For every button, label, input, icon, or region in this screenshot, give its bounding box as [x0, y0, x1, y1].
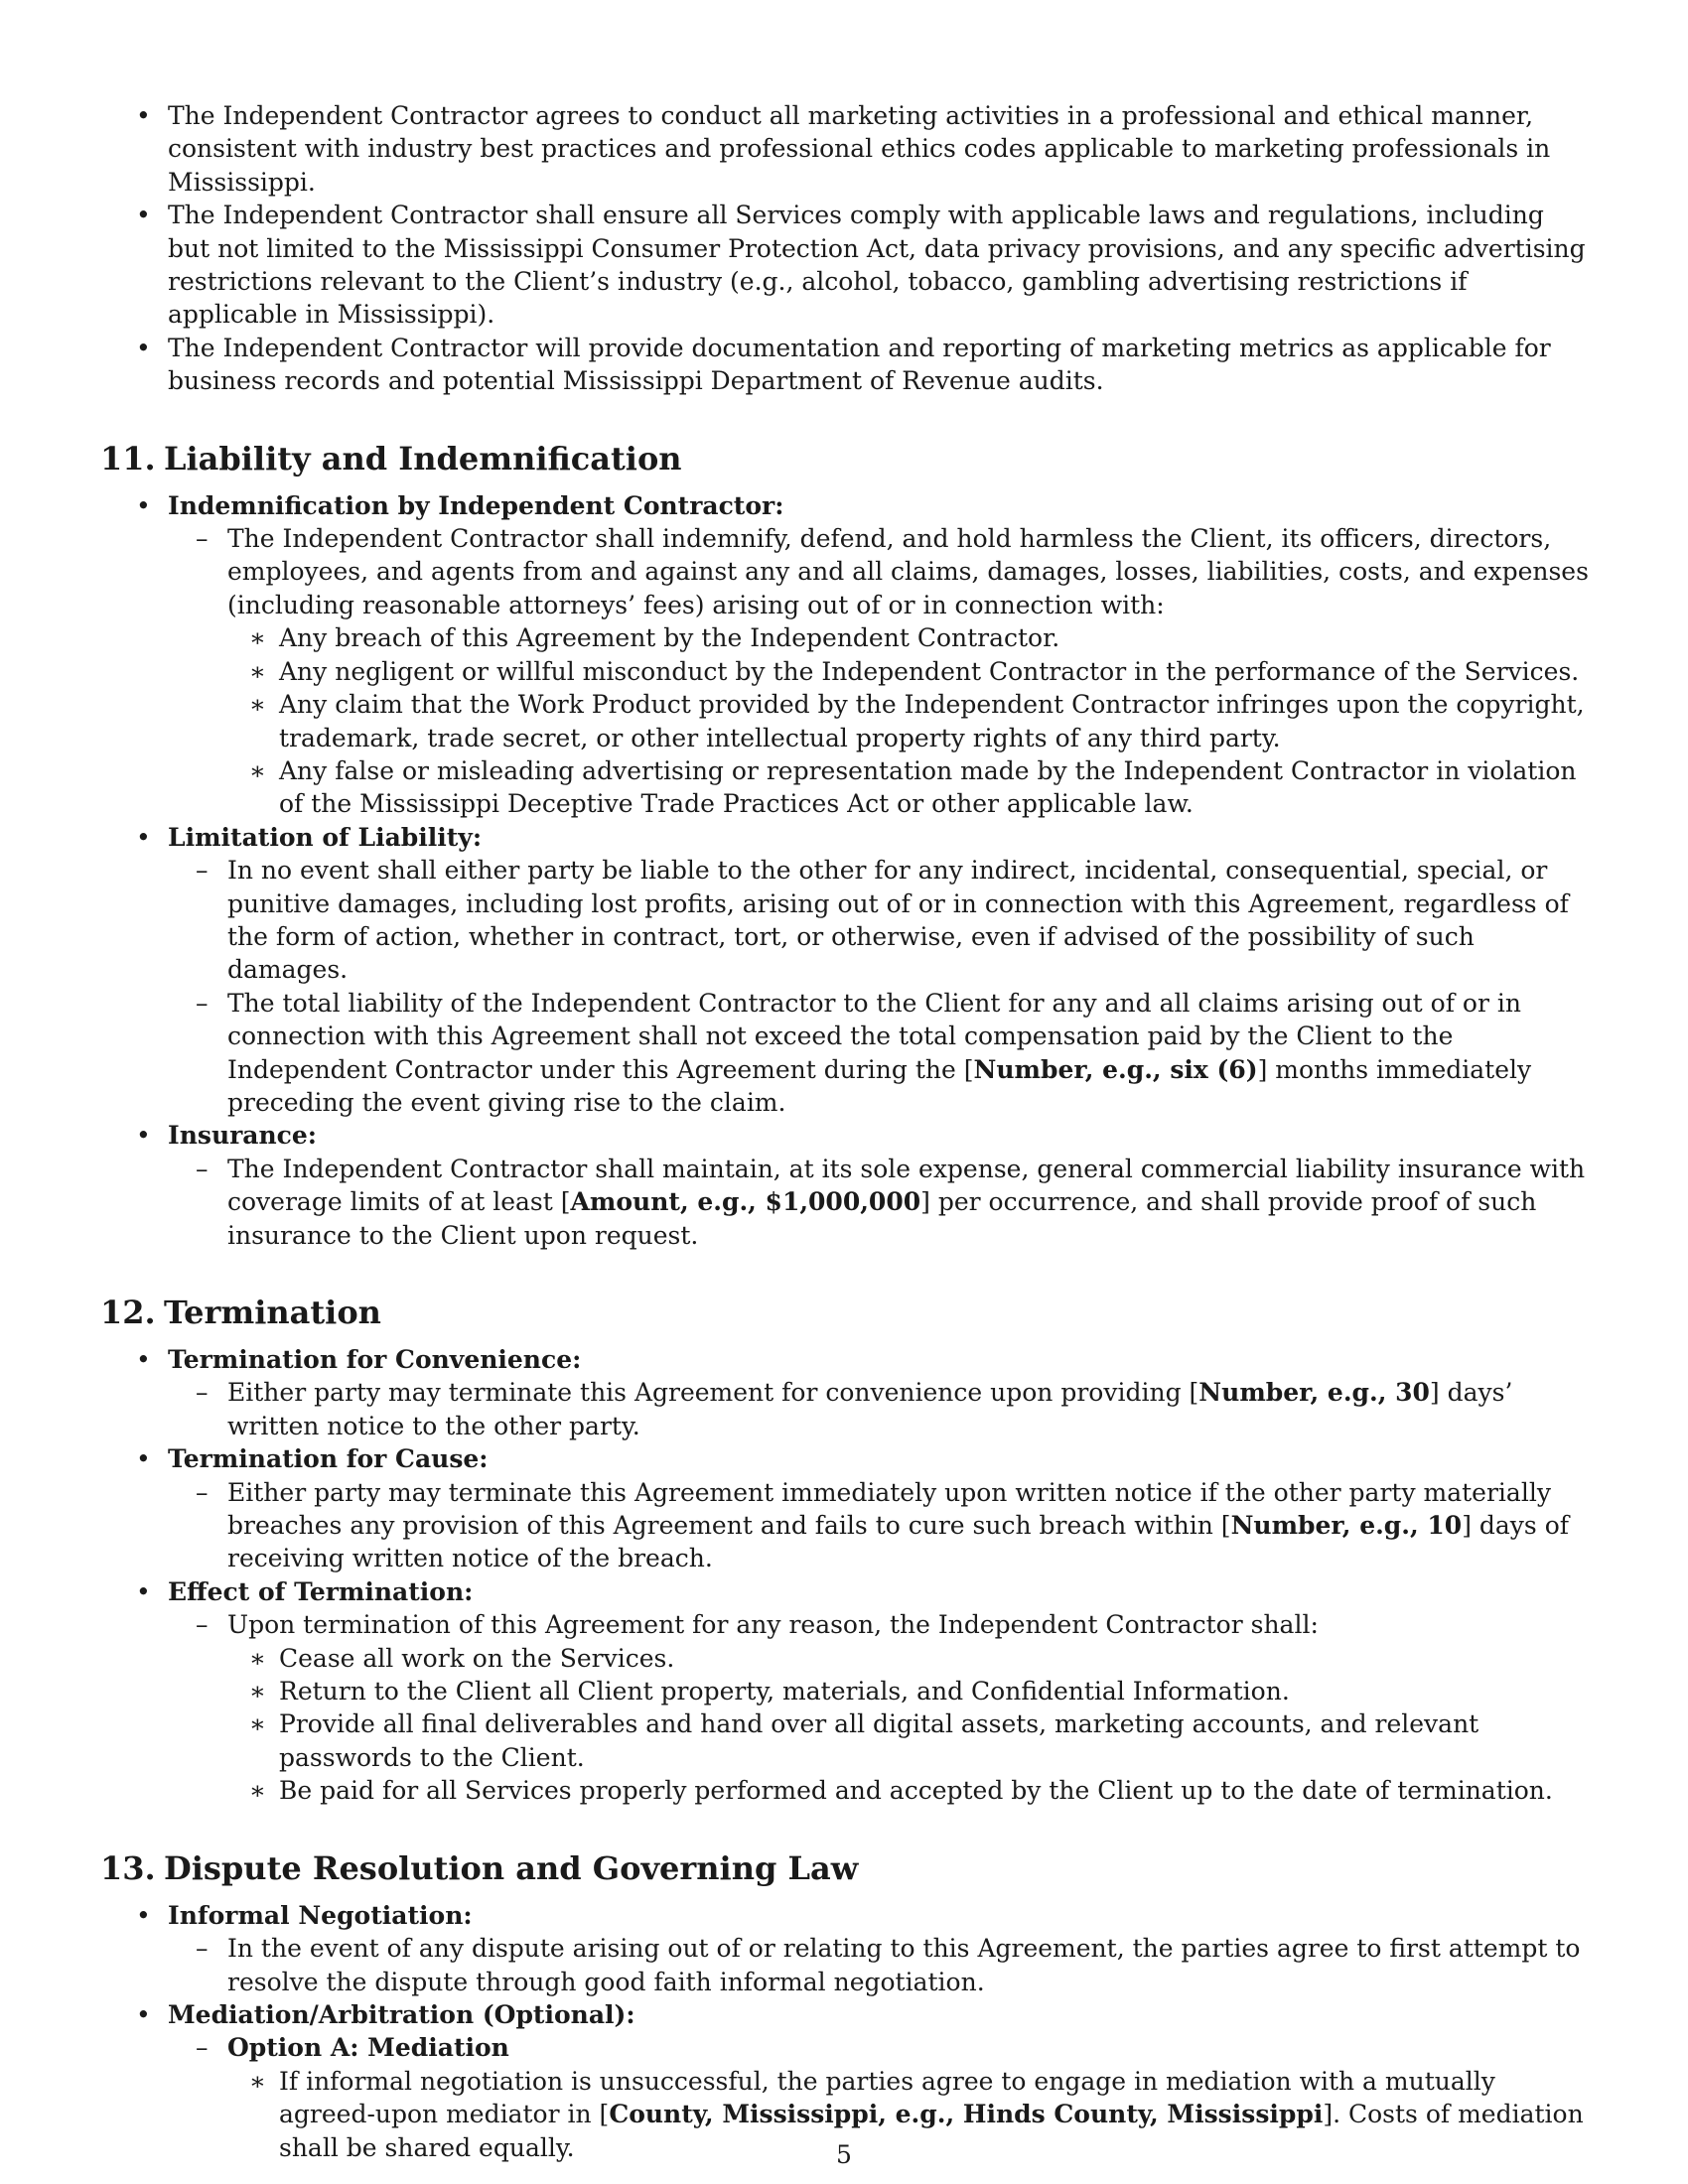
list-item	[100, 655, 1590, 688]
negotiation-label: Informal Negotiation:	[168, 1900, 473, 1930]
intro-bullet-2: The Independent Contractor shall ensure all Services comply with applicable laws and regulations, including but not limited to the Mississippi Consumer Protection Act, data privacy provisions, and any specific advertising restrictions relevant to the Client’s industry (e.g., alcohol, tobacco, gambling advertising restrictions if applicable in Mississippi).	[168, 201, 1586, 330]
section-number: 11.	[100, 439, 156, 478]
indemnification-label: Indemnification by Independent Contractor:	[168, 490, 784, 520]
list-item	[100, 1675, 1590, 1707]
list-item	[100, 199, 1590, 332]
star-marker: ∗	[249, 1643, 266, 1673]
negotiation-text: In the event of any dispute arising out of or relating to this Agreement, the parties agree to first attempt to resolve the dispute through good faith informal negotiation.	[227, 1934, 1581, 1996]
list-item	[100, 754, 1590, 821]
bullet-marker: •	[136, 490, 151, 520]
bullet-marker: •	[136, 1999, 151, 2029]
list-item	[100, 1575, 1590, 1608]
list-item	[100, 1343, 1590, 1376]
list-item	[100, 489, 1590, 522]
dash-marker: –	[196, 1378, 209, 1408]
mediation-label: Mediation/Arbitration (Optional):	[168, 1999, 635, 2029]
list-item	[100, 1774, 1590, 1807]
option-a-text-post: ]. Costs of mediation shall be shared equally.	[279, 2100, 1584, 2162]
section-title: Dispute Resolution and Governing Law	[164, 1848, 859, 1887]
effect-item-4: Be paid for all Services properly performed and accepted by the Client up to the date of termination.	[279, 1776, 1553, 1806]
dash-marker: –	[196, 856, 209, 886]
option-a-text-pre: If informal negotiation is unsuccessful, the parties agree to engage in mediation with a mutually agreed-upon mediator in [	[279, 2066, 1495, 2129]
list-item	[100, 1608, 1590, 1641]
bullet-marker: •	[136, 333, 151, 362]
dash-marker: –	[196, 1934, 209, 1964]
list-item	[100, 854, 1590, 987]
list-item	[100, 1899, 1590, 1932]
dash-marker: –	[196, 988, 209, 1018]
limitation-text-1: In no event shall either party be liable to the other for any indirect, incidental, consequential, special, or punitive damages, including lost profits, arising out of or in connection with this Agreement, regardless of the form of action, whether in contract, tort, or otherwise, even if advised of the possibility of such damages.	[227, 856, 1569, 985]
cause-text-post: ] days of receiving written notice of the breach.	[227, 1511, 1569, 1573]
effect-item-2: Return to the Client all Client property, materials, and Confidential Information.	[279, 1677, 1290, 1706]
bullet-marker: •	[136, 1900, 151, 1930]
indemnification-text: The Independent Contractor shall indemnify, defend, and hold harmless the Client, its officers, directors, employees, and agents from and against any and all claims, damages, losses, liabilities, costs, and expenses (including reasonable attorneys’ fees) arising out of or in connection with:	[227, 524, 1589, 619]
dash-marker: –	[196, 2033, 209, 2063]
dash-marker: –	[196, 1610, 209, 1640]
insurance-text-post: ] per occurrence, and shall provide proof of such insurance to the Client upon request.	[227, 1187, 1537, 1250]
limitation-text-2-pre: The total liability of the Independent Contractor to the Client for any and all claims arising out of or in connection with this Agreement shall not exceed the total compensation paid by the Client to the Independent Contractor under this Agreement during the [	[227, 988, 1521, 1084]
list-item	[100, 688, 1590, 754]
bullet-marker: •	[136, 1444, 151, 1474]
indemnification-item-4: Any false or misleading advertising or representation made by the Independent Contractor in violation of the Mississippi Deceptive Trade Practices Act or other applicable law.	[279, 755, 1577, 819]
list-item	[100, 1707, 1590, 1774]
star-marker: ∗	[249, 2066, 266, 2096]
effect-item-1: Cease all work on the Services.	[279, 1643, 675, 1673]
section-title: Liability and Indemnification	[164, 439, 682, 478]
list-item	[100, 522, 1590, 621]
list-item	[100, 987, 1590, 1120]
dash-marker: –	[196, 524, 209, 554]
list-item	[100, 1376, 1590, 1442]
list-item	[100, 332, 1590, 398]
bullet-marker: •	[136, 201, 151, 230]
list-item	[100, 1476, 1590, 1575]
intro-bullet-3: The Independent Contractor will provide documentation and reporting of marketing metrics as applicable for business records and potential Mississippi Department of Revenue audits.	[168, 333, 1551, 396]
section-number: 12.	[100, 1294, 156, 1331]
bullet-marker: •	[136, 1121, 151, 1151]
cause-label: Termination for Cause:	[168, 1444, 489, 1474]
cause-placeholder: Number, e.g., 10	[1230, 1511, 1463, 1541]
bullet-marker: •	[136, 1345, 151, 1374]
effect-item-3: Provide all final deliverables and hand over all digital assets, marketing accounts, and relevant passwords to the Client.	[279, 1709, 1479, 1772]
star-marker: ∗	[249, 1677, 266, 1706]
convenience-text-post: ] days’ written notice to the other party.	[227, 1378, 1513, 1440]
star-marker: ∗	[249, 1776, 266, 1806]
indemnification-item-1: Any breach of this Agreement by the Independent Contractor.	[279, 623, 1060, 653]
convenience-text-pre: Either party may terminate this Agreement for convenience upon providing [	[227, 1378, 1199, 1408]
indemnification-item-3: Any claim that the Work Product provided by the Independent Contractor infringes upon the copyright, trademark, trade secret, or other intellectual property rights of any third party.	[279, 690, 1585, 752]
page-number: 5	[836, 2140, 852, 2169]
list-item	[100, 99, 1590, 199]
option-a-placeholder: County, Mississippi, e.g., Hinds County, Mississippi	[609, 2100, 1324, 2129]
section-heading-11	[100, 439, 1590, 478]
limitation-placeholder: Number, e.g., six (6)	[973, 1054, 1258, 1084]
bullet-marker: •	[136, 822, 151, 852]
star-marker: ∗	[249, 623, 266, 653]
list-item	[100, 1998, 1590, 2031]
page-content	[100, 99, 1590, 2164]
cause-text-pre: Either party may terminate this Agreement immediately upon written notice if the other party materially breaches any provision of this Agreement and fails to cure such breach within [	[227, 1477, 1551, 1541]
bullet-marker: •	[136, 1576, 151, 1606]
list-item	[100, 1153, 1590, 1252]
list-item	[100, 1119, 1590, 1152]
insurance-placeholder: Amount, e.g., $1,000,000	[570, 1187, 921, 1217]
insurance-label: Insurance:	[168, 1121, 318, 1151]
list-item	[100, 1442, 1590, 1475]
limitation-text-2-post: ] months immediately preceding the event giving rise to the claim.	[227, 1054, 1532, 1117]
convenience-label: Termination for Convenience:	[168, 1345, 582, 1374]
option-a-label: Option A: Mediation	[227, 2033, 509, 2063]
section-title: Termination	[164, 1294, 381, 1331]
intro-bullet-1: The Independent Contractor agrees to conduct all marketing activities in a professional and ethical manner, consistent with industry best practices and professional ethics codes applicable to marketing professionals in Mississippi.	[168, 101, 1551, 197]
insurance-text-pre: The Independent Contractor shall maintain, at its sole expense, general commercial liability insurance with coverage limits of at least [	[227, 1154, 1586, 1217]
section-heading-12	[100, 1293, 1590, 1332]
list-item	[100, 621, 1590, 654]
dash-marker: –	[196, 1477, 209, 1507]
convenience-placeholder: Number, e.g., 30	[1198, 1378, 1430, 1408]
star-marker: ∗	[249, 1709, 266, 1739]
list-item	[100, 1642, 1590, 1675]
star-marker: ∗	[249, 755, 266, 785]
limitation-label: Limitation of Liability:	[168, 822, 483, 852]
section-heading-13	[100, 1848, 1590, 1888]
list-item	[100, 821, 1590, 854]
section-number: 13.	[100, 1848, 156, 1887]
list-item	[100, 1932, 1590, 1998]
star-marker: ∗	[249, 656, 266, 686]
indemnification-item-2: Any negligent or willful misconduct by the Independent Contractor in the performance of the Services.	[279, 656, 1580, 686]
list-item	[100, 2031, 1590, 2064]
effect-text: Upon termination of this Agreement for any reason, the Independent Contractor shall:	[227, 1610, 1319, 1640]
star-marker: ∗	[249, 690, 266, 720]
dash-marker: –	[196, 1154, 209, 1183]
effect-label: Effect of Termination:	[168, 1576, 474, 1606]
bullet-marker: •	[136, 101, 151, 130]
